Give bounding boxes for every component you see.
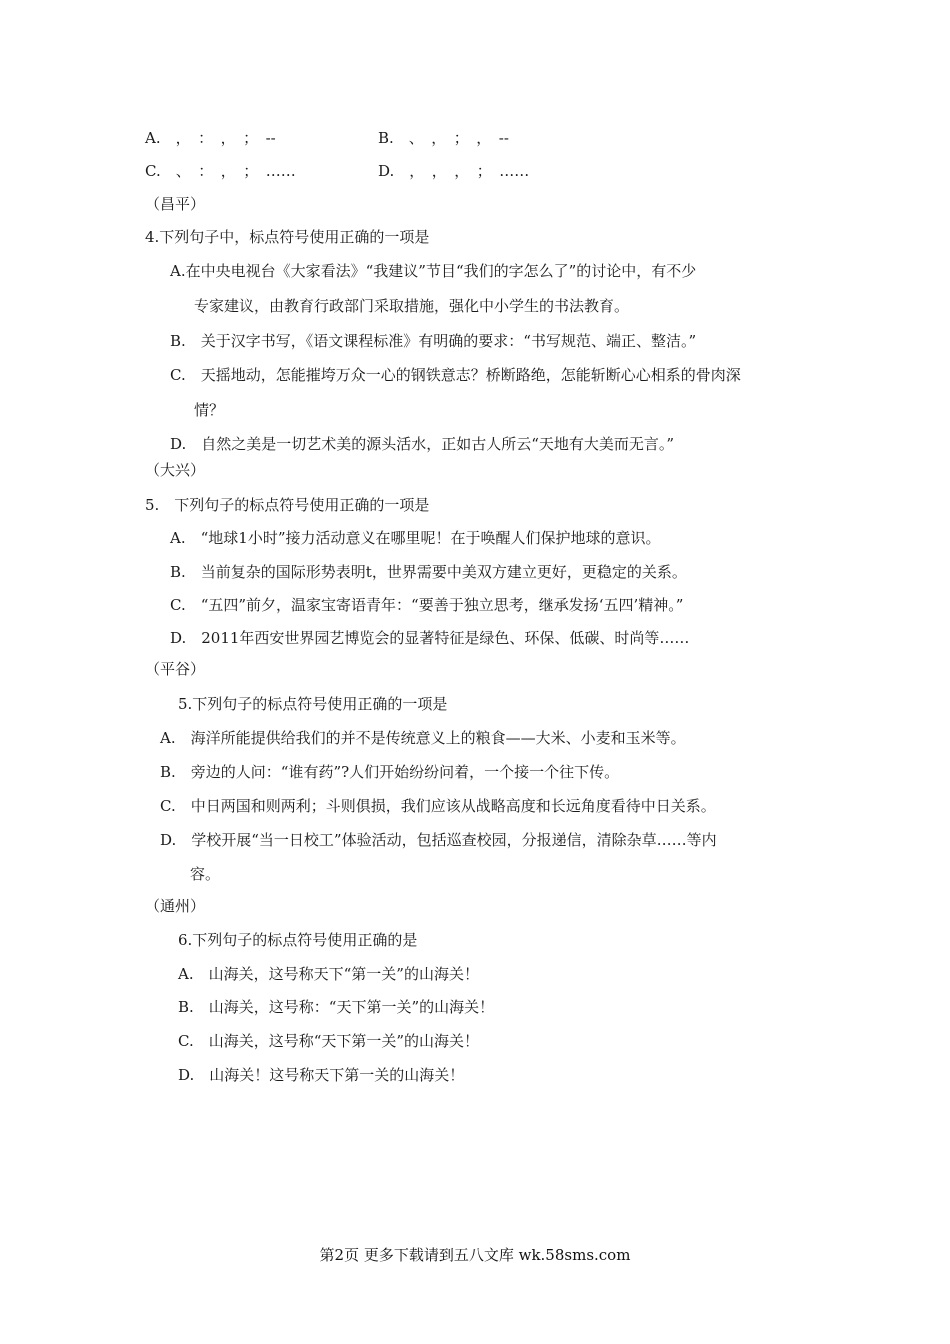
section-source-pinggu: （平谷） [145,660,206,678]
q4-option-d: D. 自然之美是一切艺术美的源头活水，正如古人所云“天地有大美而无言。” [170,435,675,453]
q3-option-a: A. ， ： ， ； -- [145,129,276,147]
q4-option-b: B. 关于汉字书写，《语文课程标准》有明确的要求：“书写规范、端正、整洁。” [170,332,697,350]
section-source-changping: （昌平） [145,195,206,213]
section-source-daxing: （大兴） [145,461,206,479]
q6-option-c: C. 山海关，这号称“天下第一关”的山海关！ [178,1032,480,1050]
q6-option-d: D. 山海关！这号称天下第一关的山海关！ [178,1066,465,1084]
q6-stem: 6.下列句子的标点符号使用正确的是 [178,931,418,949]
q6-option-b: B. 山海关，这号称：“天下第一关”的山海关！ [178,998,495,1016]
q4-option-c-line1: C. 天摇地动，怎能摧垮万众一心的钢铁意志？桥断路绝，怎能斩断心心相系的骨肉深 [170,366,741,384]
q3-option-b: B. 、 ， ； ， -- [378,129,509,147]
q5b-option-b: B. 旁边的人问：“谁有药”?人们开始纷纷问着，一个接一个往下传。 [160,763,620,781]
q4-stem: 4.下列句子中，标点符号使用正确的一项是 [145,228,430,246]
q5b-option-d-line1: D. 学校开展“当一日校工”体验活动，包括巡查校园，分报递信，清除杂草……等内 [160,831,717,849]
q4-option-a-line2: 专家建议，由教育行政部门采取措施，强化中小学生的书法教育。 [194,297,630,315]
q5a-option-b: B. 当前复杂的国际形势表明t，世界需要中美双方建立更好，更稳定的关系。 [170,563,687,581]
q3-option-d: D. ， ， ， ； …… [378,162,530,180]
q5b-stem: 5.下列句子的标点符号使用正确的一项是 [178,695,448,713]
q4-option-a-line1: A.在中央电视台《大家看法》“我建议”节目“我们的字怎么了”的讨论中，有不少 [170,262,697,280]
section-source-tongzhou: （通州） [145,897,206,915]
q5b-option-d-line2: 容。 [190,865,221,883]
q5a-stem: 5. 下列句子的标点符号使用正确的一项是 [145,496,430,514]
q5b-option-c: C. 中日两国和则两利；斗则俱损，我们应该从战略高度和长远角度看待中日关系。 [160,797,716,815]
q5a-option-c: C. “五四”前夕，温家宝寄语青年：“要善于独立思考，继承发扬‘五四’精神。” [170,596,684,614]
q5b-option-a: A. 海洋所能提供给我们的并不是传统意义上的粮食——大米、小麦和玉米等。 [160,729,686,747]
q4-option-c-line2: 情？ [194,401,225,419]
q5a-option-d: D. 2011年西安世界园艺博览会的显著特征是绿色、环保、低碳、时尚等…… [170,629,690,647]
q3-option-c: C. 、 ： ， ； …… [145,162,296,180]
q5a-option-a: A. “地球1小时”接力活动意义在哪里呢！在于唤醒人们保护地球的意识。 [170,529,661,547]
page-footer: 第2页 更多下载请到五八文库 wk.58sms.com [319,1246,631,1264]
q6-option-a: A. 山海关，这号称天下“第一关”的山海关！ [178,965,479,983]
